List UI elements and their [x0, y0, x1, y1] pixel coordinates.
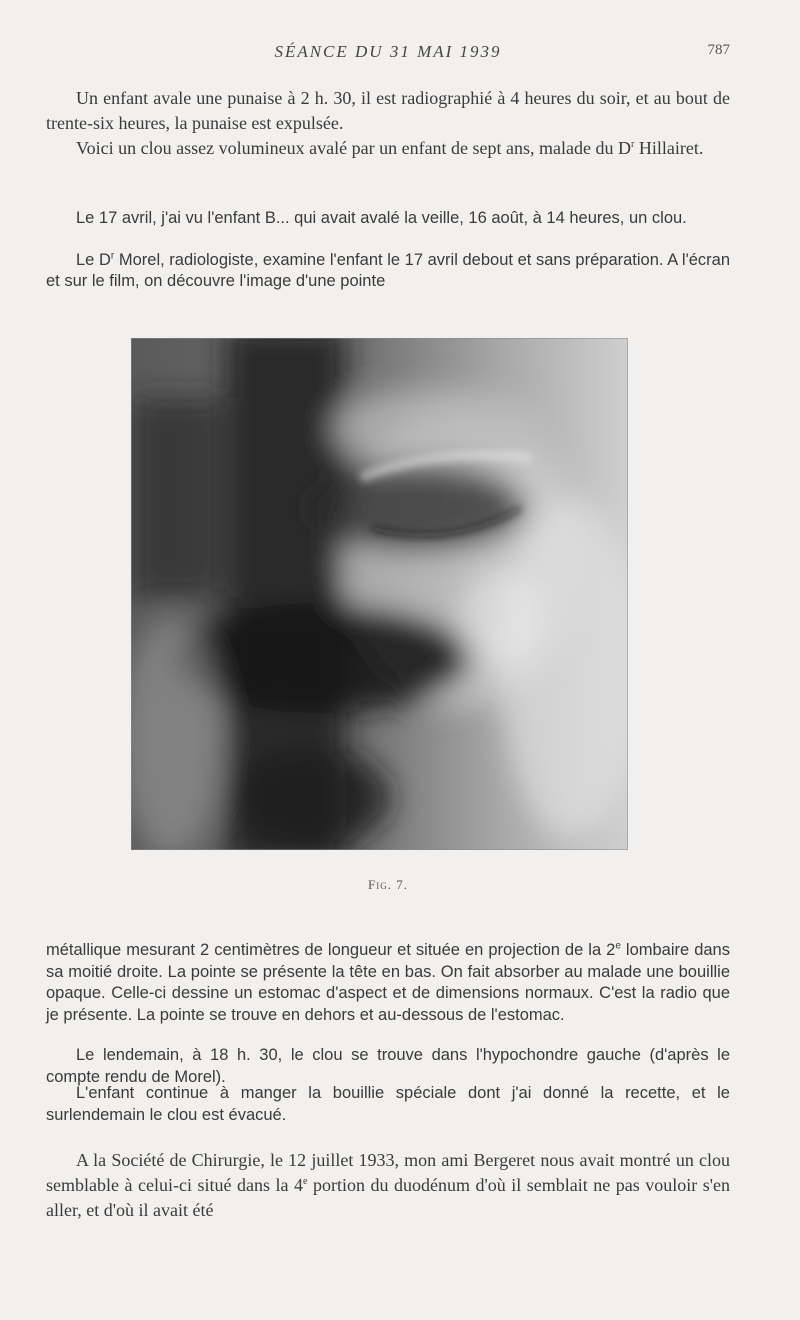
paragraph-text: A la Société de Chirurgie, le 12 juillet 1933, mon ami Bergeret nous avait montré un clou semblable à celui-ci situé dans la 4 [46, 1150, 730, 1195]
paragraph-text: lombaire dans sa moitié droite. La pointe se présente la tête en bas. On fait absorber au malade une bouillie opaque. Celle-ci dessine un estomac d'aspect et de dimensions normaux. C'est la radio que je présente. La pointe se trouve en dehors et au-dessous de l'estomac. [46, 941, 730, 1024]
running-title: SÉANCE DU 31 MAI 1939 [274, 42, 502, 61]
paragraph-bouillie [46, 1083, 730, 1126]
paragraph-text: Voici un clou assez volumineux avalé par un enfant de sept ans, malade du D [76, 138, 632, 158]
page-header [46, 42, 730, 64]
paragraph-17-avril [46, 208, 730, 229]
paragraph-text: Morel, radiologiste, examine l'enfant le 17 avril debout et sans préparation. A l'écran et sur le film, on découvre l'image d'une pointe [46, 251, 730, 290]
radiograph-image [131, 338, 628, 850]
paragraph-morel [46, 250, 730, 292]
figure-caption: Fig. 7. [368, 877, 408, 892]
paragraph-punaise [46, 86, 730, 136]
paragraph-text: Le D [76, 251, 111, 269]
paragraph-text: Le 17 avril, j'ai vu l'enfant B... qui avait avalé la veille, 16 août, à 14 heures, un clou. [76, 209, 687, 227]
radiograph-figure [131, 338, 628, 850]
superscript: r [631, 139, 635, 150]
paragraph-lendemain [46, 1045, 730, 1088]
page-number: 787 [707, 42, 730, 58]
paragraph-clou-intro [46, 136, 730, 161]
paragraph-text: Hillairet. [634, 138, 704, 158]
paragraph-text: Un enfant avale une punaise à 2 h. 30, il est radiographié à 4 heures du soir, et au bout de trente-six heures, la punaise est expulsée. [46, 88, 730, 133]
superscript: e [615, 940, 621, 952]
paragraph-text: Le lendemain, à 18 h. 30, le clou se trouve dans l'hypochondre gauche (d'après le compte rendu de Morel). [46, 1046, 730, 1086]
superscript: e [302, 1176, 308, 1187]
paragraph-text: portion du duodénum d'où il semblait ne pas vouloir s'en aller, et d'où il avait été [46, 1175, 730, 1220]
paragraph-text: métallique mesurant 2 centimètres de longueur et située en projection de la 2 [46, 941, 616, 959]
paragraph-text: L'enfant continue à manger la bouillie spéciale dont j'ai donné la recette, et le surlendemain le clou est évacué. [46, 1084, 730, 1124]
superscript: r [110, 250, 115, 262]
paragraph-metallique [46, 940, 730, 1026]
paragraph-societe-chirurgie [46, 1148, 730, 1223]
